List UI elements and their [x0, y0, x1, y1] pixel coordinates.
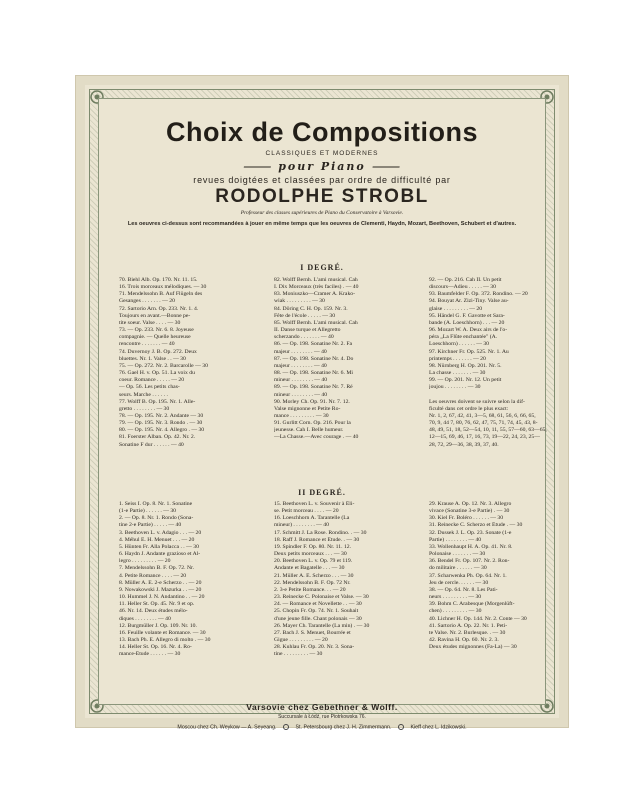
- catalog-entry: gretto . . . . . . . . — 30: [119, 405, 170, 412]
- catalog-entry: 74. Duvernoy J. B. Op. 272. Deux: [119, 348, 197, 355]
- catalog-entry: 41. Sartorio A. Op. 22. Nr. 1. Peti-: [429, 622, 508, 629]
- catalog-entry: 11. Heller St. Op. 45. Nr. 9 et op.: [119, 601, 195, 608]
- catalog-entry: tite soeur. Valse . . . . — 30: [119, 319, 181, 326]
- catalog-entry: compagnie. — Quelle heureuse: [119, 334, 191, 341]
- catalog-entry: 37. Scharwenka Ph. Op. 64. Nr. 1.: [429, 572, 507, 579]
- degree-2-column-1: [119, 501, 259, 658]
- catalog-entry: 25. Chopin Fr. Op. 74. Nr. 1. Souhait: [274, 608, 359, 615]
- catalog-entry: Polonaise . . . . . . . — 30: [429, 551, 486, 558]
- catalog-entry: 16. Loeschhorn A. Tarantelle (La: [274, 515, 350, 522]
- catalog-entry: 40. Lichner H. Op. 144. Nr. 2. Conte — 30: [429, 615, 527, 622]
- catalog-entry: printemps . . . . . . . — 20: [429, 355, 486, 362]
- catalog-entry: 6. Haydn J. Andante grazioso et Al-: [119, 551, 201, 558]
- catalog-entry: Loeschhorn) . . . . . . — 30: [429, 341, 490, 348]
- publisher-address: Succursale à Łódź, rue Piotrkowska 76.: [278, 714, 366, 720]
- catalog-entry: II. Danse turque et Allegretto: [274, 327, 341, 334]
- catalog-entry: 16. Feuille volante et Romance. — 30: [119, 629, 206, 636]
- catalog-entry: I. Dix Morceaux (très faciles) . — 40: [274, 284, 359, 291]
- catalog-entry: ficulté dans cet ordre le plus exact:: [429, 405, 509, 412]
- catalog-entry: seurs. Marche . . . . . .: [119, 391, 168, 398]
- catalog-entry: chen) . . . . . . . . . — 30: [429, 608, 482, 615]
- catalog-entry: majeur . . . . . . . . — 40: [274, 362, 327, 369]
- catalog-entry: 73. — Op. 233. Nr. 6. 8. Joyeuse: [119, 327, 194, 334]
- catalog-entry: 26. Mayer Ch. Tarantelle (La min) . — 30: [274, 622, 370, 629]
- catalog-entry: diques . . . . . . . . — 40: [119, 615, 171, 622]
- catalog-entry: 80. — Op. 195. Nr. 4. Allegro . — 30: [119, 427, 205, 434]
- catalog-entry: (1-e Partie) . . . . . . — 30: [119, 508, 177, 515]
- catalog-entry: 29. Krause A. Op. 12. Nr. 3. Allegro: [429, 501, 512, 507]
- catalog-entry: 5. Hünten Fr. Alla Polacca . . — 30: [119, 543, 199, 550]
- catalog-entry: 42. Ravina H. Op. 60. Nr. 2. 3.: [429, 636, 499, 643]
- catalog-entry: 70. Biehl Alb. Op. 170. Nr. 11. 15.: [119, 277, 198, 283]
- catalog-entry: legro . . . . . . . . . — 20: [119, 558, 171, 565]
- catalog-entry: — Op. 56. Les petits chas-: [119, 384, 180, 391]
- degree-2-column-3: [429, 501, 569, 651]
- catalog-entry: 39. Bohm C. Arabesque (Morgenlüft-: [429, 601, 515, 608]
- publisher-footer: [99, 702, 545, 730]
- subtitle-review: revues doigtées et classées par ordre de difficulté par: [193, 175, 451, 185]
- catalog-entry: joujou . . . . . . . . — 30: [429, 384, 481, 391]
- catalog-entry: Sonatine F dur . . . . . . — 40: [119, 441, 184, 448]
- catalog-entry: —La Chasse.—Avec courage . — 40: [274, 434, 359, 441]
- catalog-entry: 84. Döring C. H. Op. 159. Nr. 3.: [274, 305, 348, 312]
- catalog-entry: Deux petits morceaux . . . — 30: [274, 551, 347, 558]
- catalog-entry: 22. Mendelssohn B. F. Op. 72 Nr.: [274, 579, 351, 586]
- catalog-entry: Toujours en avant.—Bonne pe-: [119, 312, 191, 319]
- ornament-icon: [398, 724, 404, 730]
- catalog-entry: 81. Foerster Alban. Op. 42. Nr. 2.: [119, 434, 196, 441]
- catalog-entry: 15. Beethoven L. v. Souvenir à Éli-: [274, 501, 355, 507]
- catalog-entry: wiak . . . . . . . . . — 30: [274, 298, 325, 305]
- catalog-entry: do militaire . . . . . . — 30: [429, 565, 487, 572]
- publisher: Varsovie chez Gebethner & Wolff.: [246, 702, 398, 712]
- catalog-entry: 21. Müller A. E. Scherzo . . . — 30: [274, 572, 354, 579]
- catalog-entry: Fête de l'école . . . . . — 30: [274, 312, 336, 319]
- agent-kieff: Kieff chez L. Idzikowski.: [410, 724, 467, 731]
- catalog-entry: 38. — Op. 64. Nr. 8. Les Pati-: [429, 586, 498, 593]
- catalog-entry: 23. Reinecke C. Polonaise et Valse. — 30: [274, 594, 369, 601]
- catalog-entry: 14. Heller St. Op. 16. Nr. 4. Ro-: [119, 644, 192, 651]
- catalog-entry: 70, 9, 44 7, 80, 76, 62, 47, 75, 71, 74, 45, 43, 8-: [429, 420, 538, 427]
- catalog-entry: 86. — Op. 198. Sonatine Nr. 2. Fa: [274, 341, 353, 348]
- catalog-entry: 36. Bendel Fr. Op. 107. Nr. 2. Ron-: [429, 558, 510, 565]
- catalog-entry: 20. Beethoven L. v. Op. 79 et 119.: [274, 558, 353, 565]
- catalog-entry: 33. Wollenhaupt H. A. Op. 41. Nr. 8.: [429, 543, 513, 550]
- catalog-entry: 8. Müller A. E. 2-e Scherzo . . — 20: [119, 579, 202, 586]
- catalog-entry: 75. — Op. 272. Nr. 2. Barcarolle — 30: [119, 362, 208, 369]
- catalog-entry: 48, 49, 51, 18, 52—54, 10, 11, 55, 57—60, 63—65,: [429, 427, 547, 434]
- catalog-entry: 7. Mendelssohn B. F. Op. 72. Nr.: [119, 565, 195, 572]
- catalog-entry: 12. Burgmüller J. Op. 109. Nr. 10.: [119, 622, 197, 629]
- catalog-entry: d'une jeune fille. Chant polonais — 30: [274, 615, 362, 622]
- catalog-entry: 95. Händel G. F. Gavotte et Sara-: [429, 312, 505, 319]
- catalog-entry: 94. Bouyat Ar. Zizi-Tiny. Valse au-: [429, 298, 509, 305]
- catalog-entry: 10. Hummel J. N. Andantino . . — 20: [119, 594, 205, 601]
- author-title: Professeur des classes supérieures de Piano du Conservatoire à Varsovie.: [240, 210, 404, 216]
- catalog-entry: Jeu de cercle. . . . . . — 30: [429, 579, 489, 586]
- catalog-entry: bande (A. Loeschhorn) . . . — 20: [429, 319, 505, 326]
- catalog-entry: 9. Nowakowski J. Mazurka . . — 20: [119, 586, 202, 593]
- catalog-entry: bluettes. Nr. 1. Valse . . — 30: [119, 355, 186, 362]
- catalog-entry: se. Petit morceau . . . . — 20: [274, 508, 339, 515]
- catalog-entry: 79. — Op. 195. Nr. 3. Rondo . — 30: [119, 420, 203, 427]
- catalog-entry: 72. Sartorio Arn. Op. 233. Nr. 1. 4.: [119, 305, 199, 312]
- catalog-entry: 96. Mozart W. A. Deux airs de l'o-: [429, 327, 508, 334]
- subtitle-classic: CLASSIQUES ET MODERNES: [265, 150, 379, 157]
- catalog-entry: 30. Kiel Fr. Boléro . . . . . . — 30: [429, 515, 504, 522]
- page-title: Choix de Compositions: [165, 117, 478, 147]
- catalog-entry: 16. Trois morceaux mélodiques. — 30: [119, 284, 207, 291]
- catalog-entry: 28. Kuhlau Fr. Op. 20. Nr. 3. Sona-: [274, 644, 355, 651]
- catalog-entry: Partie) . . . . . . . . — 40: [429, 536, 482, 543]
- subtitle-piano: ⸻ pour Piano ⸻: [242, 160, 402, 173]
- recommendation-note: Les oeuvres ci-dessus sont recommandées à jouer en même temps que les oeuvres de Clementi, Haydn, Mozart, Beethoven, Schubert et d'autres.: [127, 221, 517, 227]
- catalog-entry: 88. — Op. 198. Sonatine Nr. 6. Mi: [274, 370, 353, 377]
- catalog-entry: mineur) . . . . . . . . — 40: [274, 522, 329, 529]
- catalog-entry: glaise . . . . . . . . . — 20: [429, 305, 483, 312]
- catalog-entry: Les oeuvres doivent se suivre selon la dif-: [429, 398, 525, 405]
- catalog-entry: 83. Moniuszko—Cramer A. Krako-: [274, 291, 356, 298]
- catalog-entry: 32. Dussek J. L. Op. 23. Sonate (1-e: [429, 529, 512, 536]
- catalog-entry: 18. Raff J. Romance et Étude. . — 30: [274, 536, 360, 543]
- catalog-entry: 46. Nr. 14. Deux études mélo-: [119, 608, 188, 615]
- catalog-entry: 76. Gael H. v. Op. 51. La voix du: [119, 370, 195, 377]
- catalog-entry: La chasse . . . . . . . — 30: [429, 370, 486, 377]
- catalog-entry: 89. — Op. 198. Sonatine Nr. 7. Ré: [274, 384, 353, 391]
- catalog-entry: neurs . . . . . . . . . — 30: [429, 594, 482, 601]
- degree-1-column-1: [119, 277, 259, 449]
- catalog-entry: 85. Wolff Bernh. L'ami musical. Cah: [274, 319, 358, 326]
- catalog-entry: 97. Kirchner Fr. Op. 525. Nr. 1. Au: [429, 348, 509, 355]
- content-area: [98, 98, 547, 731]
- catalog-entry: 93. Baumfelder F. Op. 372. Rondino. — 20: [429, 291, 528, 298]
- header: [99, 117, 545, 227]
- catalog-entry: 17. Schmitt J. La Rose. Rondino. . — 30: [274, 529, 367, 536]
- catalog-entry: 99. — Op. 201. Nr. 12. Un petit: [429, 377, 502, 384]
- catalog-entry: 90. Morley Ch. Op. 91. Nr. 7. 12.: [274, 398, 350, 405]
- catalog-entry: 28, 72, 29—36, 38, 39, 37, 40.: [429, 441, 499, 448]
- catalog-entry: 4. Méhul E. H. Menuet . . . — 20: [119, 536, 195, 543]
- catalog-entry: 13. Bach Ph. E. Allegro di molto . — 30: [119, 636, 211, 643]
- catalog-entry: Gesanges . . . . . . . — 20: [119, 298, 175, 305]
- degree-2-column-2: [274, 501, 414, 658]
- catalog-entry: 19. Spindler F. Op. 80. Nr. 11. 12.: [274, 543, 352, 550]
- catalog-entry: scherzando . . . . . . . — 40: [274, 334, 334, 341]
- catalog-entry: Gigue . . . . . . . . . — 20: [274, 636, 328, 643]
- catalog-entry: majeur . . . . . . . . — 40: [274, 348, 327, 355]
- catalog-entry: tine . . . . . . . . . — 30: [274, 651, 323, 658]
- catalog-entry: péra „La Flûte enchantée" (A.: [429, 334, 498, 341]
- catalog-entry: 91. Gurlitt Corn. Op. 216. Pour la: [274, 420, 351, 427]
- ornamental-border: [89, 89, 555, 731]
- degree-2-heading: II DEGRÉ.: [298, 488, 346, 497]
- catalog-entry: jeunesse. Cah I. Belle humeur.: [274, 427, 344, 434]
- catalog-entry: te Valse. Nr. 2. Burlesque. . — 30: [429, 629, 506, 636]
- catalog-entry: mance-Étude . . . . . . — 30: [119, 651, 181, 658]
- catalog-entry: discours—Adieu . . . . . — 30: [429, 284, 496, 291]
- catalog-entry: Valse mignonne et Petite Ro-: [274, 405, 341, 412]
- catalog-entry: 77. Wolff B. Op. 195. Nr. 1. Alle-: [119, 398, 196, 405]
- degree-1-heading: I DEGRÉ.: [300, 263, 344, 272]
- catalog-entry: 2. — Op. 8. Nr. 1. Rondo (Sona-: [119, 515, 194, 522]
- catalog-entry: 98. Nürnberg H. Op. 201. Nr. 5.: [429, 362, 502, 369]
- agent-moscow: Moscou chez Ch. Weykow — A. Seyeang.: [177, 724, 277, 731]
- catalog-entry: 1. Seiss I. Op. 8. Nr. 1. Sonatine: [119, 501, 193, 507]
- catalog-entry: 82. Wolff Bernh. L'ami musical. Cah: [274, 277, 358, 283]
- agent-petersburg: St. Petersbourg chez J. H. Zimmermann.: [295, 724, 392, 731]
- catalog-entry: 71. Mendelssohn B. Auf Flügeln des: [119, 291, 203, 298]
- ornament-icon: [283, 724, 289, 730]
- degree-1-column-2: [274, 277, 414, 442]
- catalog-entry: 78. — Op. 195. Nr. 2. Andante — 30: [119, 412, 204, 419]
- catalog-entry: 4. Petite Romance . . . . — 20: [119, 572, 187, 579]
- catalog-entry: mineur . . . . . . . . — 40: [274, 391, 328, 398]
- score-cover: [76, 76, 568, 731]
- degree-1-column-3: [429, 277, 569, 449]
- catalog-entry: mineur . . . . . . . . — 40: [274, 377, 328, 384]
- catalog-entry: 27. Bach J. S. Menuet, Bourrée et: [274, 629, 351, 636]
- author-name: RODOLPHE STROBL: [215, 186, 429, 207]
- agents-line: [99, 724, 545, 730]
- catalog-entry: Nr. 1, 2, 67, 42, 41, 3—5, 68, 61, 56, 6, 66, 65,: [429, 412, 536, 419]
- catalog-entry: 12—15, 69, 46, 17, 16, 73, 19—22, 24, 23, 25—: [429, 434, 540, 441]
- catalog-entry: 24. — Romance et Novellette . . — 30: [274, 601, 362, 608]
- catalog-entry: coeur. Romance . . . . . — 20: [119, 377, 185, 384]
- catalog-entry: 31. Reinecke C. Scherzo et Étude . — 30: [429, 522, 523, 529]
- catalog-entry: [429, 392, 569, 399]
- catalog-entry: 3. Beethoven L. v. Adagio . . . — 20: [119, 529, 202, 536]
- catalog-entry: mance . . . . . . . . . — 30: [274, 412, 329, 419]
- catalog-entry: rencontre . . . . . . . — 40: [119, 341, 175, 348]
- catalog-entry: 92. — Op. 216. Cah II. Un petit: [429, 277, 502, 283]
- catalog-entry: 2. 3-e Petite Romance. . . — 20: [274, 586, 346, 593]
- catalog-entry: vivace (Sonatine 3-e Partie) . — 30: [429, 508, 510, 515]
- catalog-entry: Andante et Bagatelle . . . — 30: [274, 565, 345, 572]
- catalog-entry: tine 2-e Partie) . . . . . — 40: [119, 522, 182, 529]
- catalog-entry: 87. — Op. 198. Sonatine Nr. 4. Do: [274, 355, 354, 362]
- catalog-entry: Deux études mignonnes (Fa-La) — 30: [429, 644, 517, 651]
